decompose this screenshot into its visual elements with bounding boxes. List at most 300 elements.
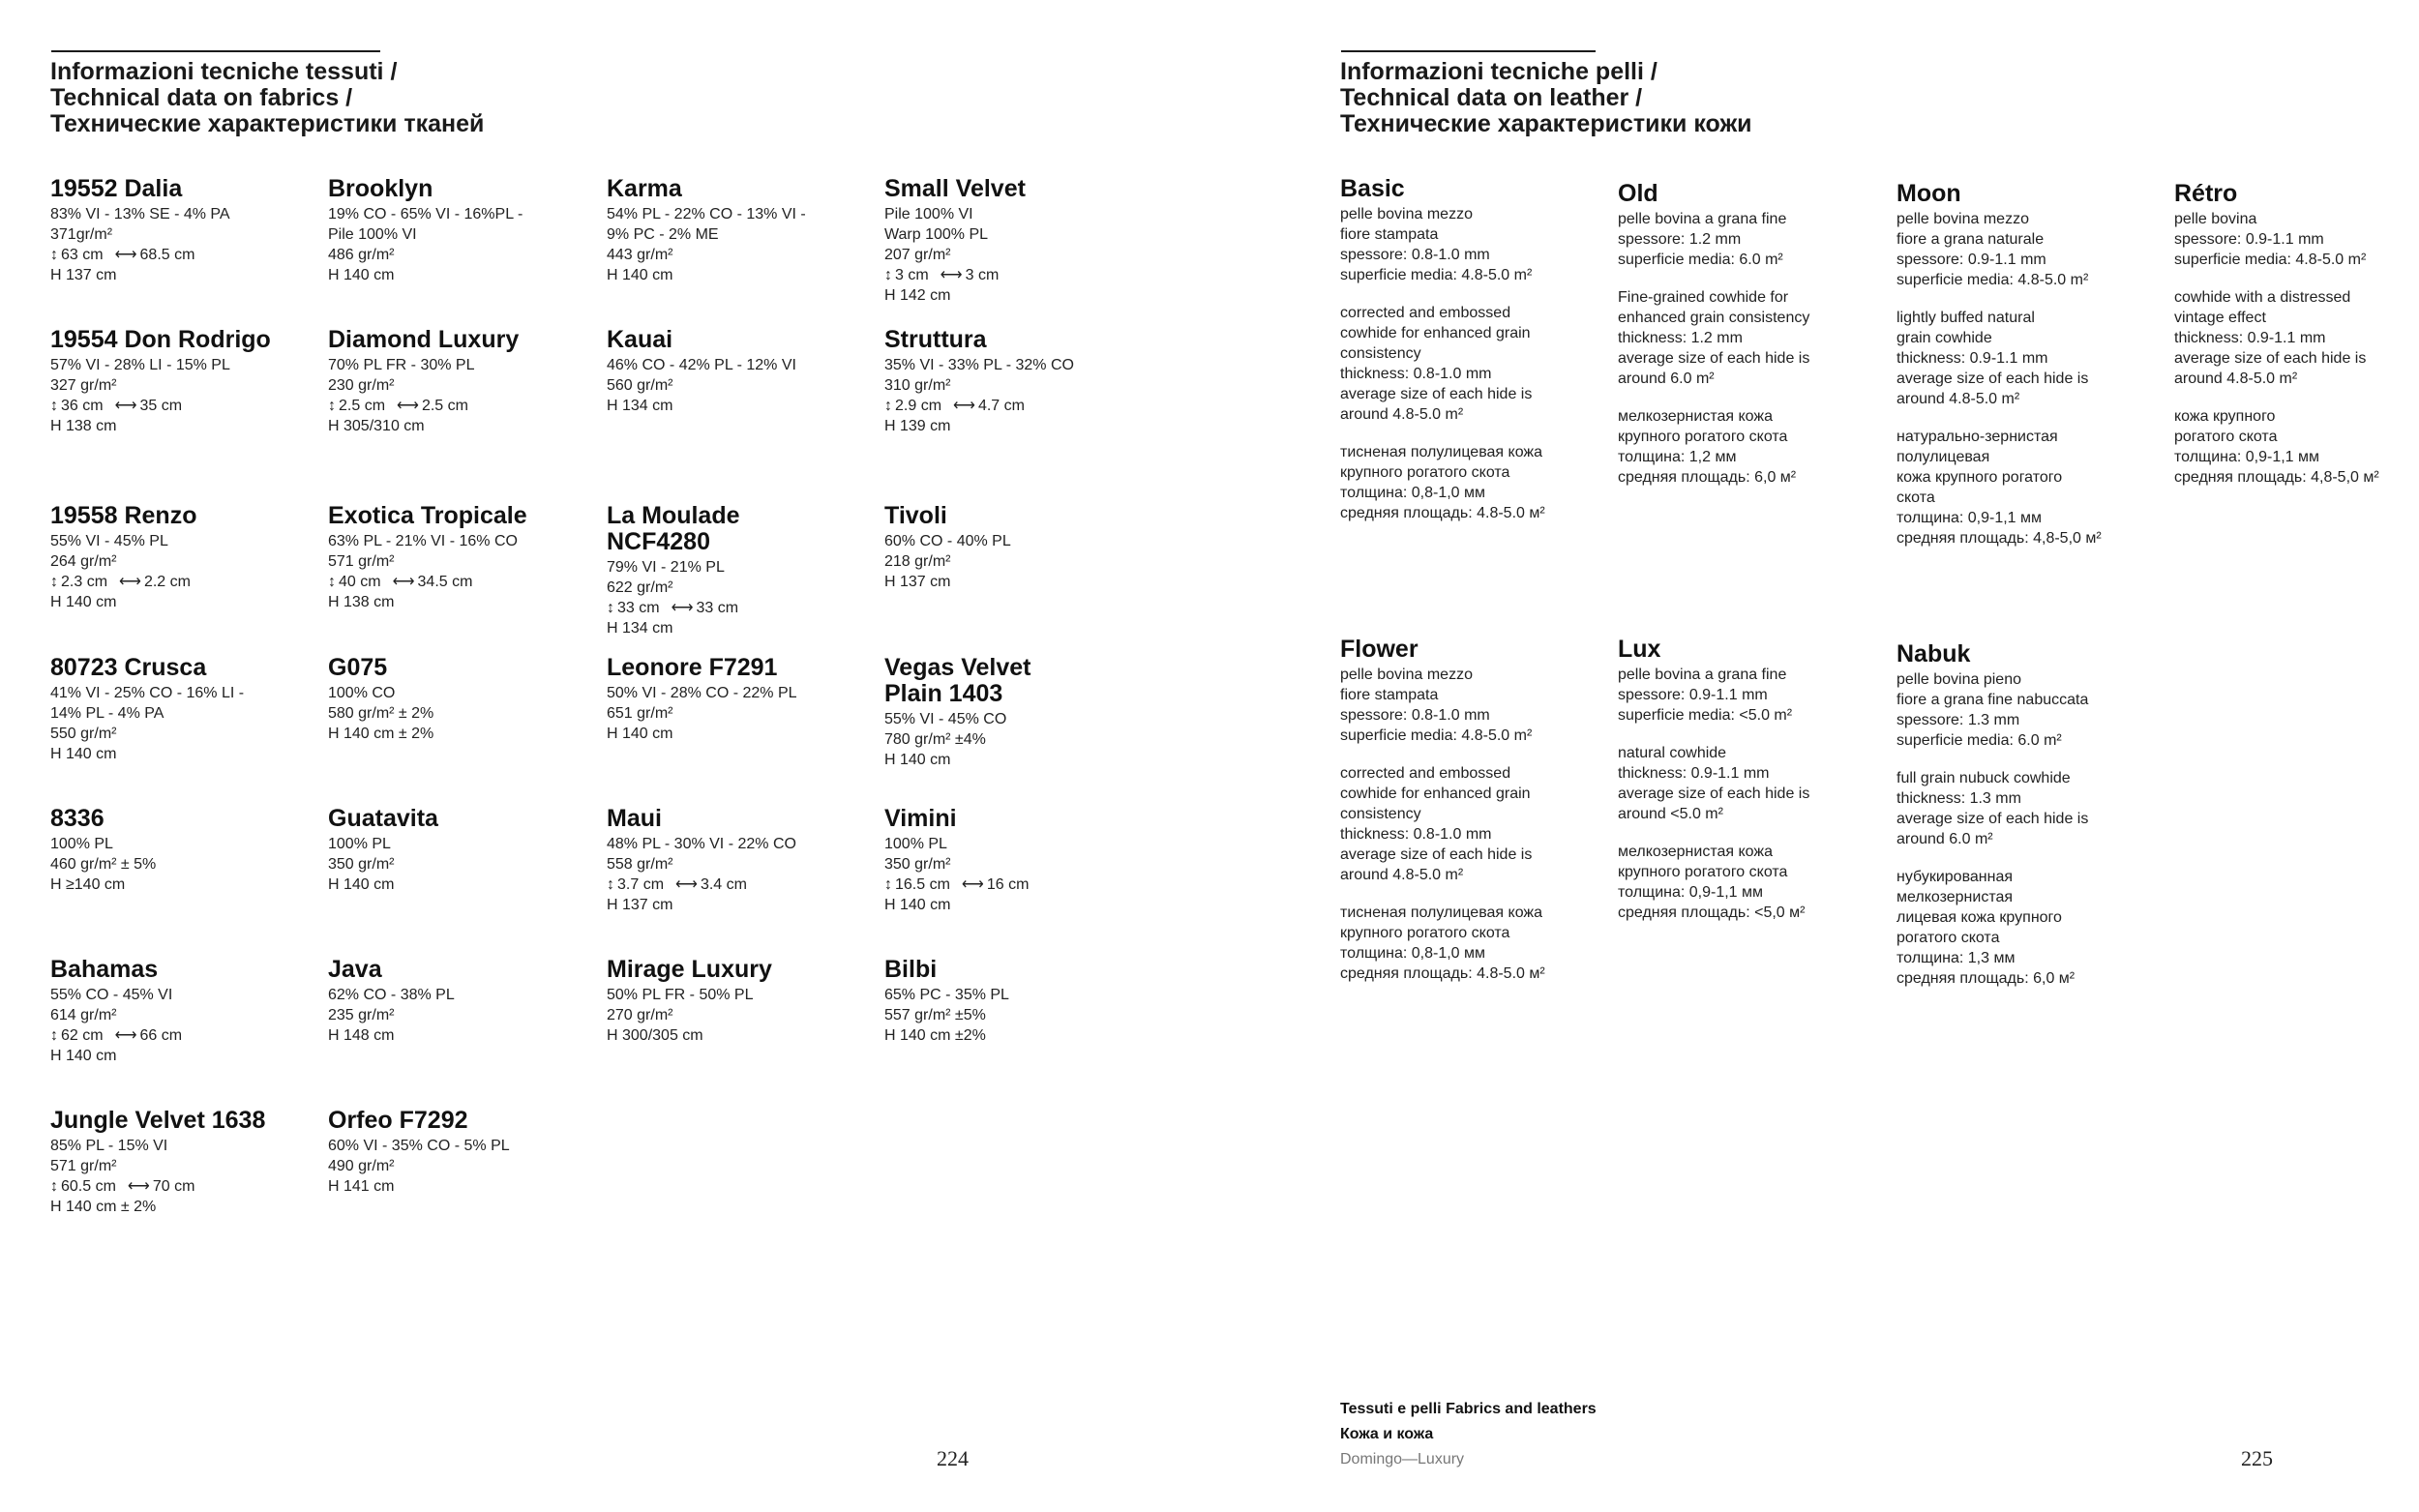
fabric-name (328, 327, 599, 353)
fabric-spec: 560 gr/m² (607, 377, 673, 394)
vertical-repeat-value: 60.5 cm (61, 1178, 116, 1195)
fabric-spec: H 140 cm (607, 267, 673, 283)
fabric-spec: 100% PL (884, 836, 947, 852)
leather-entry (1340, 176, 1611, 523)
fabric-spec: 557 gr/m² ±5% (884, 1007, 986, 1023)
fabric-spec: H 300/305 cm (607, 1027, 703, 1044)
fabric-name-line: Vimini (884, 805, 957, 832)
leather-spec: pelle bovina (2174, 211, 2257, 227)
fabric-spec: H 140 cm (884, 752, 951, 768)
block-gap (1340, 425, 1611, 442)
fabric-entry (607, 806, 878, 915)
fabric-name-line: 19552 Dalia (50, 175, 183, 202)
leather-spec: superficie media: 4.8-5.0 m² (1340, 727, 1533, 744)
fabric-name-line: Maui (607, 805, 662, 832)
leather-spec: spessore: 0.8-1.0 mm (1340, 247, 1490, 263)
vertical-repeat-icon: ↕ (884, 876, 892, 893)
fabric-name-line: Orfeo F7292 (328, 1107, 468, 1134)
fabric-entry (50, 176, 321, 285)
fabric-name (328, 957, 599, 983)
horizontal-repeat-icon: ⟷ (675, 876, 698, 893)
leather-spec: толщина: 0,8-1,0 мм (1340, 945, 1486, 962)
fabric-name-line: NCF4280 (607, 528, 710, 555)
fabric-spec: H 139 cm (884, 418, 951, 434)
leather-spec: толщина: 0,8-1,0 мм (1340, 485, 1486, 501)
leather-spec: lightly buffed natural (1896, 310, 2035, 326)
fabric-name-line: Struttura (884, 326, 987, 353)
leather-spec: thickness: 0.9-1.1 mm (1896, 350, 2048, 367)
leather-spec: pelle bovina mezzo (1340, 206, 1473, 222)
vertical-repeat-value: 2.5 cm (339, 398, 386, 414)
horizontal-repeat-icon: ⟷ (114, 247, 137, 263)
leather-name: Rétro (2174, 180, 2238, 207)
fabric-spec: Warp 100% PL (884, 226, 989, 243)
fabric-repeat (50, 396, 321, 416)
fabric-spec: H 137 cm (50, 267, 117, 283)
fabric-spec: H 138 cm (328, 594, 395, 610)
fabric-spec: 55% CO - 45% VI (50, 987, 173, 1003)
leather-spec: рогатого скота (1896, 930, 2000, 946)
leather-spec: толщина: 1,3 мм (1896, 950, 2016, 966)
leather-name: Lux (1618, 636, 1661, 663)
leather-spec: крупного рогатого скота (1618, 864, 1788, 880)
right-page (1210, 0, 2419, 1512)
leather-spec: superficie media: 4.8-5.0 m² (1896, 272, 2089, 288)
fabric-spec: 622 gr/m² (607, 579, 673, 596)
leather-spec: superficie media: 6.0 m² (1618, 252, 1783, 268)
horizontal-repeat-icon: ⟷ (961, 876, 984, 893)
fabric-entry (328, 327, 599, 436)
leather-spec: spessore: 1.3 mm (1896, 712, 2020, 728)
fabric-spec: 54% PL - 22% CO - 13% VI - (607, 206, 806, 222)
leather-spec: superficie media: 6.0 m² (1896, 732, 2062, 749)
fabric-repeat (607, 875, 878, 895)
fabric-spec: 9% PC - 2% ME (607, 226, 719, 243)
leather-spec: кожа крупного рогатого (1896, 469, 2063, 486)
vertical-repeat-icon: ↕ (328, 398, 336, 414)
fabric-name (328, 1108, 599, 1134)
vertical-repeat-value: 40 cm (339, 574, 381, 590)
fabric-entry (884, 957, 1155, 1046)
fabric-name-line: Exotica Tropicale (328, 502, 527, 529)
leather-spec: средняя площадь: 4,8-5,0 м² (1896, 530, 2102, 547)
horizontal-repeat-icon: ⟷ (397, 398, 419, 414)
fabric-spec: H 134 cm (607, 398, 673, 414)
vertical-repeat-icon: ↕ (607, 876, 614, 893)
fabric-spec: 264 gr/m² (50, 553, 117, 570)
leather-spec: around 4.8-5.0 m² (1340, 406, 1464, 423)
fabric-name (884, 327, 1155, 353)
fabric-repeat (884, 265, 1155, 285)
fabric-entry (607, 957, 878, 1046)
fabric-name-line: Guatavita (328, 805, 438, 832)
leather-spec: толщина: 0,9-1,1 мм (2174, 449, 2320, 465)
heading-line-en: Technical data on fabrics / (50, 84, 353, 111)
block-gap (1340, 746, 1611, 763)
leather-entry (1896, 641, 2167, 989)
block-gap (1618, 824, 1889, 842)
fabric-repeat (328, 572, 599, 592)
fabric-entry (884, 327, 1155, 436)
horizontal-repeat-value: 2.2 cm (143, 574, 191, 590)
leather-spec: corrected and embossed (1340, 305, 1511, 321)
leather-spec: рогатого скота (2174, 429, 2278, 445)
leather-spec: thickness: 0.9-1.1 mm (1618, 765, 1770, 782)
fabric-spec: 614 gr/m² (50, 1007, 117, 1023)
fabric-spec: 235 gr/m² (328, 1007, 395, 1023)
fabric-name-line: La Moulade (607, 502, 740, 529)
fabric-spec: 218 gr/m² (884, 553, 951, 570)
fabric-spec: 490 gr/m² (328, 1158, 395, 1174)
fabric-spec: 207 gr/m² (884, 247, 951, 263)
leather-spec: тисненая полулицевая кожа (1340, 444, 1543, 460)
fabric-spec: H 141 cm (328, 1178, 395, 1195)
fabric-spec: 83% VI - 13% SE - 4% PA (50, 206, 230, 222)
vertical-repeat-icon: ↕ (50, 398, 58, 414)
fabric-name (328, 806, 599, 832)
fabric-spec: H 140 cm (884, 897, 951, 913)
fabric-spec: Pile 100% VI (884, 206, 973, 222)
horizontal-repeat-icon: ⟷ (114, 1027, 137, 1044)
fabric-spec: 63% PL - 21% VI - 16% CO (328, 533, 518, 549)
fabric-entry (328, 806, 599, 895)
fabric-spec: H ≥140 cm (50, 876, 126, 893)
leather-spec: средняя площадь: 4.8-5.0 м² (1340, 505, 1545, 521)
fabric-spec: H 140 cm (50, 594, 117, 610)
block-gap (1896, 290, 2167, 308)
block-gap (2174, 270, 2419, 287)
fabric-entry (884, 176, 1155, 306)
leather-spec: superficie media: 4.8-5.0 m² (1340, 267, 1533, 283)
vertical-repeat-value: 3.7 cm (617, 876, 665, 893)
fabric-name-line: Diamond Luxury (328, 326, 520, 353)
fabric-name-line: Bilbi (884, 956, 938, 983)
page-number: 224 (937, 1446, 969, 1470)
horizontal-repeat-value: 2.5 cm (421, 398, 468, 414)
block-gap (1618, 726, 1889, 743)
block-gap (1618, 270, 1889, 287)
fabric-name (884, 957, 1155, 983)
fabric-entry (328, 176, 599, 285)
horizontal-repeat-icon: ⟷ (127, 1178, 150, 1195)
fabric-entry (607, 503, 878, 638)
horizontal-repeat-icon: ⟷ (953, 398, 975, 414)
leather-spec: нубукированная (1896, 869, 2014, 885)
leather-spec: spessore: 0.8-1.0 mm (1340, 707, 1490, 724)
block-gap (2174, 389, 2419, 406)
leather-spec: pelle bovina mezzo (1896, 211, 2029, 227)
leather-spec: corrected and embossed (1340, 765, 1511, 782)
horizontal-repeat-icon: ⟷ (392, 574, 415, 590)
leather-spec: кожа крупного (2174, 408, 2276, 425)
fabric-name (884, 503, 1155, 529)
leather-spec: скота (1896, 489, 1935, 506)
fabric-entry (50, 1108, 321, 1217)
horizontal-repeat-value: 16 cm (986, 876, 1030, 893)
fabric-repeat (328, 396, 599, 416)
vertical-repeat-value: 33 cm (617, 600, 660, 616)
leather-spec: крупного рогатого скота (1618, 429, 1788, 445)
leather-spec: average size of each hide is (1896, 811, 2089, 827)
heading-line-it: Informazioni tecniche tessuti / (50, 58, 398, 85)
leather-spec: average size of each hide is (1618, 786, 1810, 802)
fabric-spec: H 138 cm (50, 418, 117, 434)
fabric-name-line: Vegas Velvet (884, 654, 1031, 681)
leather-spec: средняя площадь: 6,0 м² (1896, 970, 2076, 987)
leather-spec: full grain nubuck cowhide (1896, 770, 2071, 786)
block-gap (1340, 885, 1611, 903)
heading-line-ru: Технические характеристики тканей (50, 110, 485, 137)
fabric-spec: 46% CO - 42% PL - 12% VI (607, 357, 796, 373)
fabric-name-line: Leonore F7291 (607, 654, 778, 681)
leather-spec: thickness: 0.9-1.1 mm (2174, 330, 2326, 346)
horizontal-repeat-value: 35 cm (139, 398, 183, 414)
leather-spec: average size of each hide is (1618, 350, 1810, 367)
fabric-name (607, 503, 878, 555)
leather-spec: around <5.0 m² (1618, 806, 1723, 822)
fabric-spec: H 140 cm (50, 1048, 117, 1064)
leather-spec: fiore a grana naturale (1896, 231, 2045, 248)
fabric-spec: H 142 cm (884, 287, 951, 304)
fabric-name-line: 19558 Renzo (50, 502, 197, 529)
fabric-name (50, 327, 321, 353)
heading-line-en: Technical data on leather / (1340, 84, 1643, 111)
leather-spec: around 4.8-5.0 m² (1340, 867, 1464, 883)
fabric-spec: H 140 cm ± 2% (50, 1199, 157, 1215)
leather-spec: average size of each hide is (1340, 846, 1533, 863)
fabric-name-line: 19554 Don Rodrigo (50, 326, 271, 353)
fabric-spec: 65% PC - 35% PL (884, 987, 1009, 1003)
horizontal-repeat-value: 66 cm (139, 1027, 183, 1044)
leather-spec: pelle bovina mezzo (1340, 667, 1473, 683)
fabric-spec: 79% VI - 21% PL (607, 559, 725, 576)
leather-spec: average size of each hide is (1896, 371, 2089, 387)
fabric-name-line: Small Velvet (884, 175, 1026, 202)
fabric-name-line: G075 (328, 654, 388, 681)
fabric-spec: 230 gr/m² (328, 377, 395, 394)
leather-spec: grain cowhide (1896, 330, 1992, 346)
fabric-spec: H 134 cm (607, 620, 673, 637)
page-number: 225 (2241, 1446, 2273, 1470)
fabric-spec: 780 gr/m² ±4% (884, 731, 986, 748)
leather-spec: cowhide with a distressed (2174, 289, 2351, 306)
fabric-entry (50, 957, 321, 1066)
fabric-entry (50, 503, 321, 612)
fabric-name (50, 806, 321, 832)
fabric-name-line: Tivoli (884, 502, 947, 529)
vertical-repeat-icon: ↕ (50, 574, 58, 590)
fabric-name (328, 655, 599, 681)
leather-spec: толщина: 0,9-1,1 мм (1618, 884, 1764, 901)
fabric-spec: 48% PL - 30% VI - 22% CO (607, 836, 796, 852)
vertical-repeat-value: 62 cm (61, 1027, 104, 1044)
block-gap (1340, 285, 1611, 303)
leather-spec: pelle bovina pieno (1896, 671, 2021, 688)
fabric-spec: H 137 cm (607, 897, 673, 913)
vertical-repeat-value: 2.3 cm (61, 574, 108, 590)
fabric-spec: H 137 cm (884, 574, 951, 590)
fabric-entry (50, 655, 321, 764)
fabric-spec: H 305/310 cm (328, 418, 425, 434)
leather-spec: consistency (1340, 345, 1421, 362)
fabric-entry (607, 327, 878, 416)
leather-spec: pelle bovina a grana fine (1618, 667, 1787, 683)
leather-spec: fiore a grana fine nabuccata (1896, 692, 2089, 708)
leather-spec: superficie media: <5.0 m² (1618, 707, 1793, 724)
leather-spec: spessore: 0.9-1.1 mm (2174, 231, 2324, 248)
fabric-entry (884, 503, 1155, 592)
fabric-spec: 310 gr/m² (884, 377, 951, 394)
fabric-entry (607, 655, 878, 744)
leather-spec: полулицевая (1896, 449, 1990, 465)
leather-name: Old (1618, 180, 1658, 207)
fabric-name (607, 655, 878, 681)
leather-spec: natural cowhide (1618, 745, 1727, 761)
fabric-repeat (50, 245, 321, 265)
leather-spec: thickness: 0.8-1.0 mm (1340, 366, 1492, 382)
fabric-spec: H 140 cm (607, 726, 673, 742)
leather-spec: around 4.8-5.0 m² (1896, 391, 2020, 407)
fabric-name (50, 957, 321, 983)
fabric-repeat (884, 875, 1155, 895)
vertical-repeat-icon: ↕ (50, 1027, 58, 1044)
fabric-spec: 55% VI - 45% CO (884, 711, 1007, 727)
vertical-repeat-icon: ↕ (50, 247, 58, 263)
fabric-entry (328, 957, 599, 1046)
leather-spec: average size of each hide is (1340, 386, 1533, 402)
block-gap (1618, 389, 1889, 406)
fabric-name (50, 655, 321, 681)
fabric-spec: H 140 cm (50, 746, 117, 762)
fabric-spec: 371gr/m² (50, 226, 113, 243)
fabric-name-line: Jungle Velvet 1638 (50, 1107, 266, 1134)
leather-spec: средняя площадь: <5,0 м² (1618, 904, 1806, 921)
horizontal-repeat-value: 70 cm (152, 1178, 195, 1195)
leather-spec: Fine-grained cowhide for (1618, 289, 1789, 306)
leather-name: Flower (1340, 636, 1419, 663)
fabric-entry (607, 176, 878, 285)
vertical-repeat-icon: ↕ (607, 600, 614, 616)
heading-line-ru: Технические характеристики кожи (1340, 110, 1752, 137)
leather-spec: spessore: 0.9-1.1 mm (1896, 252, 2046, 268)
fabric-name-line: Plain 1403 (884, 680, 1003, 707)
fabric-entry (328, 1108, 599, 1197)
fabric-spec: 100% PL (328, 836, 391, 852)
leather-name: Nabuk (1896, 640, 1971, 667)
leather-spec: лицевая кожа крупного (1896, 909, 2062, 926)
fabric-spec: 50% VI - 28% CO - 22% PL (607, 685, 797, 701)
horizontal-repeat-icon: ⟷ (940, 267, 963, 283)
fabric-spec: 460 gr/m² ± 5% (50, 856, 157, 873)
horizontal-repeat-icon: ⟷ (119, 574, 141, 590)
leather-spec: thickness: 0.8-1.0 mm (1340, 826, 1492, 843)
fabric-name-line: Bahamas (50, 956, 159, 983)
fabric-spec: 580 gr/m² ± 2% (328, 705, 434, 722)
fabric-name (607, 957, 878, 983)
leather-entry (1896, 181, 2167, 548)
leather-entry (1618, 181, 1889, 488)
fabric-name (50, 503, 321, 529)
leather-spec: pelle bovina a grana fine (1618, 211, 1787, 227)
leather-spec: толщина: 0,9-1,1 мм (1896, 510, 2043, 526)
heading-rule (1341, 50, 1596, 52)
fabric-spec: 62% CO - 38% PL (328, 987, 455, 1003)
block-gap (1896, 751, 2167, 768)
fabric-name-line: Mirage Luxury (607, 956, 772, 983)
fabric-spec: H 140 cm ±2% (884, 1027, 986, 1044)
heading-rule (51, 50, 380, 52)
fabric-spec: 571 gr/m² (328, 553, 395, 570)
vertical-repeat-value: 3 cm (895, 267, 929, 283)
fabric-spec: 558 gr/m² (607, 856, 673, 873)
leather-spec: средняя площадь: 6,0 м² (1618, 469, 1797, 486)
fabric-name (50, 176, 321, 202)
leather-spec: average size of each hide is (2174, 350, 2367, 367)
leather-spec: vintage effect (2174, 310, 2266, 326)
fabric-name-line: Java (328, 956, 382, 983)
fabric-repeat (607, 598, 878, 618)
horizontal-repeat-value: 33 cm (696, 600, 739, 616)
leather-name: Basic (1340, 175, 1405, 202)
fabric-name-line: Kauai (607, 326, 673, 353)
leather-spec: средняя площадь: 4.8-5.0 м² (1340, 965, 1545, 982)
horizontal-repeat-value: 3 cm (965, 267, 1000, 283)
horizontal-repeat-value: 3.4 cm (700, 876, 747, 893)
fabrics-heading (50, 59, 484, 137)
vertical-repeat-value: 63 cm (61, 247, 104, 263)
horizontal-repeat-value: 34.5 cm (417, 574, 473, 590)
leather-spec: superficie media: 4.8-5.0 m² (2174, 252, 2367, 268)
fabric-name (884, 806, 1155, 832)
leather-name: Moon (1896, 180, 1961, 207)
leather-spec: enhanced grain consistency (1618, 310, 1810, 326)
fabric-repeat (50, 1176, 321, 1197)
fabric-spec: 14% PL - 4% PA (50, 705, 164, 722)
vertical-repeat-icon: ↕ (50, 1178, 58, 1195)
vertical-repeat-icon: ↕ (884, 398, 892, 414)
vertical-repeat-icon: ↕ (884, 267, 892, 283)
fabric-spec: H 140 cm (328, 876, 395, 893)
heading-line-it: Informazioni tecniche pelli / (1340, 58, 1657, 85)
leather-spec: тисненая полулицевая кожа (1340, 904, 1543, 921)
leather-spec: мелкозернистая кожа (1618, 408, 1773, 425)
fabric-spec: 100% CO (328, 685, 396, 701)
footer-collection: Domingo—Luxury (1340, 1451, 1465, 1468)
fabric-name (607, 806, 878, 832)
fabric-name-line: 8336 (50, 805, 105, 832)
leather-spec: мелкозернистая кожа (1618, 844, 1773, 860)
fabric-name (884, 655, 1155, 707)
leather-spec: толщина: 1,2 мм (1618, 449, 1737, 465)
horizontal-repeat-value: 4.7 cm (977, 398, 1025, 414)
fabric-name (607, 176, 878, 202)
fabric-spec: 55% VI - 45% PL (50, 533, 168, 549)
fabric-entry (884, 806, 1155, 915)
horizontal-repeat-value: 68.5 cm (139, 247, 195, 263)
leather-spec: thickness: 1.3 mm (1896, 790, 2021, 807)
fabric-name-line: Karma (607, 175, 682, 202)
fabric-name (884, 176, 1155, 202)
fabric-spec: 19% CO - 65% VI - 16%PL - (328, 206, 523, 222)
fabric-name-line: 80723 Crusca (50, 654, 207, 681)
fabric-entry (328, 503, 599, 612)
vertical-repeat-value: 16.5 cm (895, 876, 950, 893)
fabric-entry (50, 806, 321, 895)
fabric-spec: 50% PL FR - 50% PL (607, 987, 754, 1003)
leather-spec: мелкозернистая (1896, 889, 2014, 905)
fabric-spec: 651 gr/m² (607, 705, 673, 722)
fabric-repeat (50, 572, 321, 592)
